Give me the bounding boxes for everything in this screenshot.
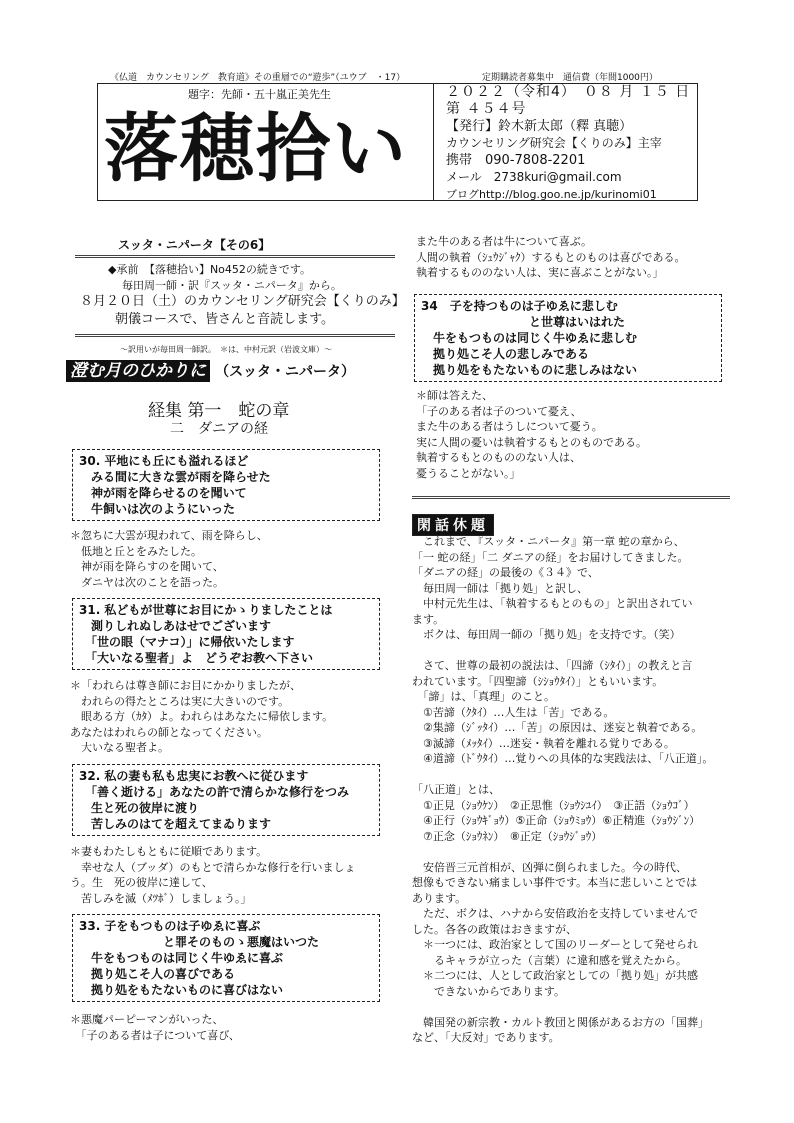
- note-line: う。生 死の彼岸に達して、: [70, 876, 213, 889]
- publisher: 【発行】鈴木新太郎（釋 真聴）: [446, 119, 633, 134]
- note-line: ＊悪魔パーピーマンがいった、: [70, 1013, 224, 1026]
- text-line: ④正行（ｼｮｳｷﾞｮｳ）⑤正命（ｼｮｳﾐｮｳ）⑥正精進（ｼｮｳｼﾞﾝ）: [412, 814, 701, 827]
- kanwa-body: [412, 534, 713, 1046]
- text-line: ①苦諦（ｸﾀｲ）…人生は「苦」である。: [412, 705, 615, 719]
- verse-line: みる間に大きな雲が雨を降らせた: [79, 470, 271, 484]
- banner-main: 澄む月のひかりに: [66, 360, 210, 382]
- subscription-note: 定期購読者募集中 通信費（年間1000円）: [482, 73, 658, 83]
- text-line: 執着するもののない人は、実に喜ぶことがない。」: [416, 266, 664, 279]
- issue-info: [446, 84, 690, 203]
- verse-line: 拠り処こそ人の喜びである: [79, 967, 236, 981]
- text-line: ④道諦（ﾄﾞｳﾀｲ）…覚りへの具体的な実践法は、「八正道」。: [412, 752, 714, 765]
- verse-line: 「大いなる聖者」よ どうぞお教へ下さい: [79, 651, 314, 665]
- title-calligrapher: 題字：先師・五十嵐正美先生: [188, 88, 331, 101]
- verse-line: 34 子を持つものは子ゆゑに悲しむ: [421, 299, 618, 313]
- chapter-title: 経集 第一 蛇の章: [148, 401, 290, 421]
- text-line: など、「大反対」であります。: [412, 1031, 560, 1044]
- verse-line: 苦しみのはてを超えてまゐります: [79, 817, 272, 831]
- verse-31: [72, 598, 380, 670]
- verse-30: [72, 449, 380, 521]
- text-line: あります。: [412, 891, 467, 905]
- text-line: また牛のある者は牛について喜ぶ。: [416, 235, 592, 248]
- verse-33: [72, 914, 380, 1002]
- phone: 携帯 090-7808-2201: [446, 153, 586, 168]
- divider-wave: [75, 334, 395, 337]
- note-line: また牛のある者はうしについて憂う。: [416, 420, 603, 433]
- verse-line: 牛をもつものは同じく牛ゆゑに悲しむ: [421, 331, 638, 345]
- text-line: 安倍晋三元首相が、凶弾に倒られました。今の時代、: [412, 860, 687, 874]
- note-line: 苦しみを滅（ﾒﾂﾎﾞ）しましょう。」: [70, 891, 252, 905]
- text-line: 人間の執着（ｼｭｳｼﾞｬｸ）するもとのものは喜びである。: [416, 250, 686, 264]
- note-line: 「子のある者は子について喜び、: [70, 1028, 240, 1042]
- text-line: 韓国発の新宗教・カルト教団と関係があるお方の「国葬」: [412, 1015, 709, 1029]
- text-line: ①正見（ｼｮｳｹﾝ） ②正思惟（ｼｮｳｼﾕｲ） ③正語（ｼｮｳｺﾞ）: [412, 798, 695, 812]
- note-line: 憂うることがない。」: [416, 466, 521, 480]
- text-line: ボクは、毎田周一師の「拠り処」を支持です。（笑）: [412, 628, 681, 641]
- banner-title: [66, 356, 355, 381]
- verse-line: 牛をもつものは同じく牛ゆゑに喜ぶ: [79, 951, 284, 965]
- intro-line-4: 朝儀コースで、皆さんと音読します。: [115, 312, 335, 327]
- text-line: 毎田周一師は「拠り処」と訳し、: [412, 581, 588, 595]
- note-line: ＊忽ちに大雲が現われて、雨を降らし、: [70, 529, 268, 542]
- text-line: これまで、『スッタ・ニパータ』第一章 蛇の章から、: [412, 535, 685, 548]
- text-line: ＊一つには、政治家として国のリーダーとして発せられ: [412, 938, 698, 951]
- verse-line: 32. 私の妻も私も忠実にお教へに従ひます: [79, 769, 309, 783]
- series-title: スッタ・ニパータ【その6】: [118, 238, 271, 252]
- email: メール 2738kuri@gmail.com: [446, 170, 622, 184]
- note-line: 幸せな人（ブッダ）のもとで清らかな修行を行いましょ: [70, 860, 356, 874]
- note-32: [70, 844, 356, 906]
- issue-date: ２０２２（令和4） ０８ 月 １５ 日: [446, 84, 691, 100]
- note-line: 大いなる聖者よ。: [70, 741, 169, 754]
- text-line: 想像もできない痛ましい事件です。本当に悲しいことでは: [412, 876, 698, 889]
- text-line: 「八正道」とは、: [412, 783, 500, 796]
- intro-line-1: ◆承前 【落穂拾い】No452の続きです。: [108, 263, 312, 276]
- masthead: [97, 83, 698, 201]
- verse-line: と世尊はいはれた: [421, 315, 626, 329]
- text-line: [412, 844, 713, 860]
- text-line: 「諦」は、「真理」のこと。: [412, 690, 555, 703]
- verse-line: 「世の眼（マナコ）」に帰依いたします: [79, 635, 295, 649]
- note-line: 実に人間の憂いは執着するもとのものである。: [416, 435, 647, 449]
- note-line: ＊妻もわたしもともに従順であります。: [70, 845, 268, 858]
- text-line: ②集諦（ｼﾞｯﾀｲ）…「苦」の原因は、迷妄と執着である。: [412, 721, 703, 734]
- text-line: ⑦正念（ｼｮｳﾈﾝ） ⑧正定（ｼｮｳｼﾞｮｳ）: [412, 829, 603, 843]
- translator-note: ～訳用いが毎田周一師訳。 ＊は、中村元訳（岩波文庫）～: [120, 345, 332, 354]
- note-30: [70, 528, 268, 590]
- text-line: [412, 999, 713, 1015]
- verse-line: 牛飼いは次のようにいった: [79, 502, 236, 516]
- note-line: ＊「われらは尊き師にお目にかかりましたが、: [70, 679, 301, 692]
- note-line: 「子のある者は子のついて憂え、: [416, 404, 582, 418]
- text-line: [412, 643, 713, 659]
- verse-line: 31. 私どもが世尊にお目にかゝりましたことは: [79, 603, 333, 617]
- divider-wave: [75, 255, 395, 258]
- banner-subtitle: （スッタ・ニパータ）: [215, 364, 355, 380]
- text-line: さて、世尊の最初の説法は、「四諦（ｼﾀｲ）」の教えと言: [412, 659, 693, 672]
- organization: カウンセリング研究会【くりのみ】主宰: [446, 136, 662, 150]
- issue-number: 第 ４５４号: [446, 101, 527, 117]
- verse-line: 30. 平地にも丘にも溢れるほど: [79, 454, 249, 468]
- text-line: 「一 蛇の経」「二 ダニアの経」をお届けしてきました。: [412, 550, 689, 564]
- note-31: [70, 678, 333, 756]
- text-line: われています。「四聖諦（ｼｼｮｳﾀｲ）」ともいいます。: [412, 674, 664, 688]
- verse-line: 「善く逝ける」あなたの許で清らかな修行をつみ: [79, 785, 350, 799]
- text-line: できないからであります。: [412, 984, 566, 998]
- continued-text: [416, 234, 686, 281]
- note-line: われらの得たところは実に大きいのです。: [70, 694, 290, 708]
- text-line: ③滅諦（ﾒｯﾀｲ）…迷妄・執着を離れる覚りである。: [412, 736, 675, 750]
- kanwa-heading: 閑話休題: [412, 514, 494, 536]
- verse-line: 生と死の彼岸に渡り: [79, 801, 200, 815]
- note-line: 神が雨を降らすのを聞いて、: [70, 560, 224, 573]
- section-title: 二 ダニアの経: [170, 421, 268, 437]
- note-line: ＊師は答えた、: [416, 389, 493, 402]
- newsletter-logo: 落穂拾い: [104, 106, 408, 192]
- intro-line-2: 毎田周一師・訳『スッタ・ニパータ』から。: [122, 279, 342, 292]
- verse-32: [72, 764, 380, 836]
- text-line: ただ、ボクは、ハナから安倍政治を支持していませんで: [412, 907, 698, 920]
- text-line: 中村元先生は、「執着するもとのもの」と訳出されてい: [412, 597, 693, 610]
- note-line: 執着するもとのもののない人は、: [416, 451, 581, 464]
- note-34: [416, 388, 647, 481]
- text-line: 「ダニアの経」の最後の《３４》で、: [412, 566, 599, 579]
- text-line: した。各各の政策はおきますが、: [412, 922, 577, 936]
- note-line: 眼ある方（ｶﾀ）よ。われらはあなたに帰依します。: [70, 710, 334, 723]
- verse-line: 拠り処をもたないものに喜びはない: [79, 983, 284, 997]
- text-line: るキャラが立った（言葉）に違和感を覚えたから。: [412, 953, 687, 967]
- text-line: ＊二つには、人として政治家としての「拠り処」が共感: [412, 969, 698, 982]
- text-line: ます。: [412, 612, 445, 626]
- verse-line: 33. 子をもつものは子ゆゑに喜ぶ: [79, 919, 261, 933]
- note-line: 低地と丘とをみたした。: [70, 544, 202, 558]
- verse-line: と罪そのものゝ悪魔はいつた: [79, 935, 320, 949]
- divider-wave: [412, 496, 730, 499]
- verse-34: [414, 294, 722, 382]
- verse-line: 神が雨を降らせるのを聞いて: [79, 486, 247, 500]
- note-line: ダニヤは次のことを語った。: [70, 575, 224, 589]
- masthead-divider: [433, 84, 434, 200]
- verse-line: 測りしれぬしあはせでございます: [79, 619, 272, 633]
- note-line: あなたはわれらの師となってください。: [70, 725, 268, 739]
- verse-line: 拠り処こそ人の悲しみである: [421, 347, 590, 361]
- verse-line: 拠り処をもたないものに悲しみはない: [421, 363, 638, 377]
- text-line: [412, 767, 713, 783]
- intro-line-3: ８月２０日（土）のカウンセリング研究会【くりのみ】: [80, 294, 405, 309]
- note-33: [70, 1012, 240, 1043]
- header-tagline: 《仏道 カウンセリング 教育道》その重層での“遊歩”（ユウブ ・17）: [110, 73, 406, 83]
- blog-url[interactable]: ブログhttp://blog.goo.ne.jp/kurinomi01: [446, 188, 657, 201]
